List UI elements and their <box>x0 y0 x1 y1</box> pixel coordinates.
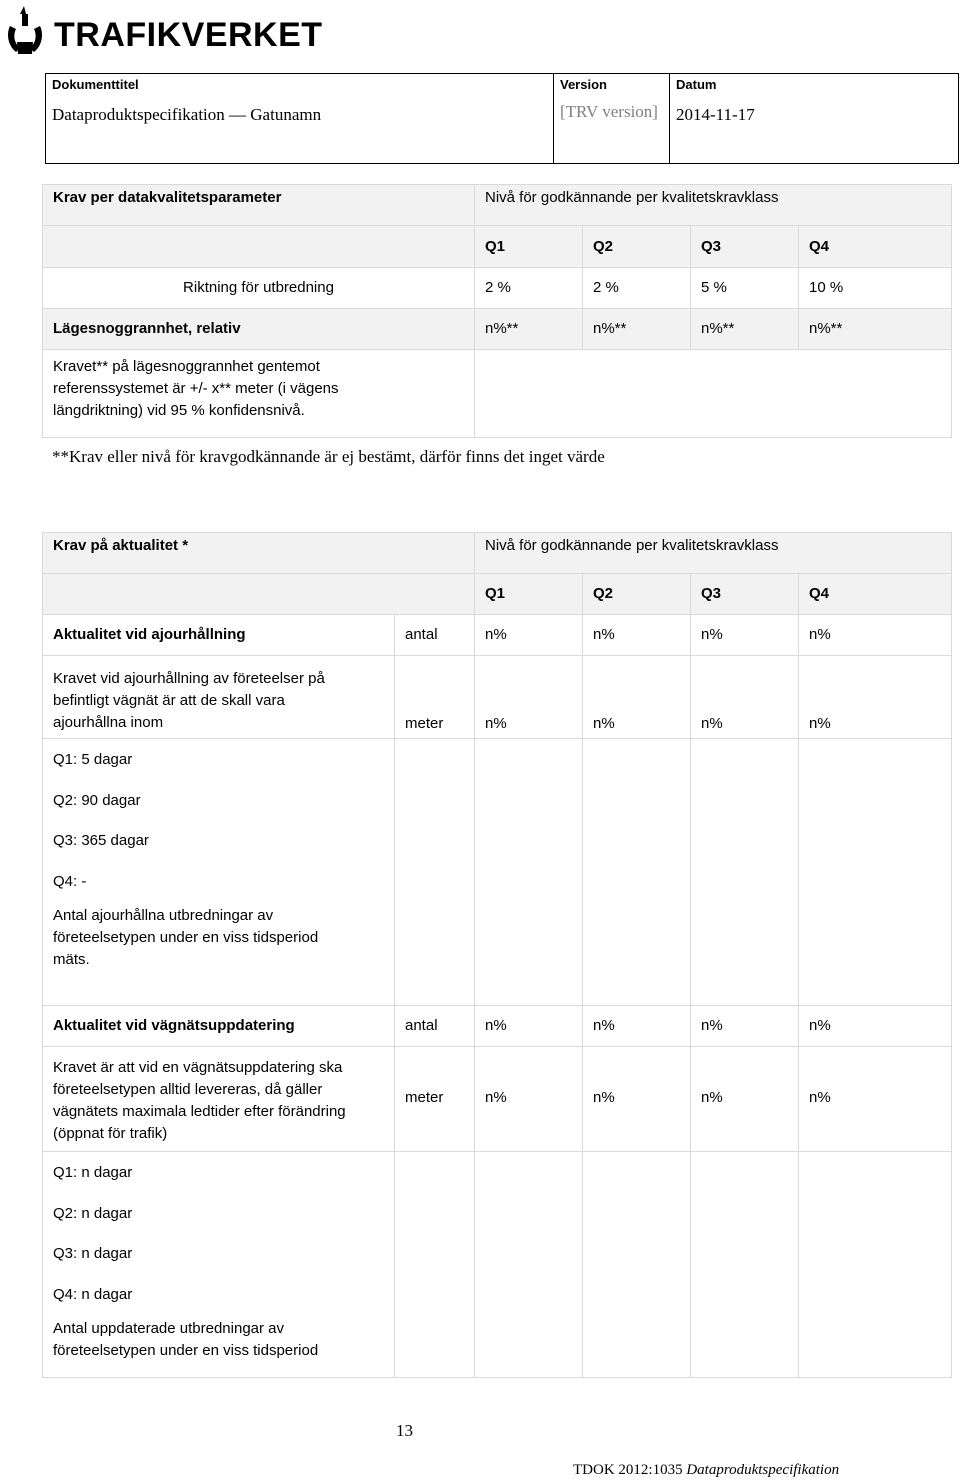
sec1-meter-label: meter <box>395 656 475 739</box>
footer-code: TDOK 2012:1035 <box>573 1462 683 1478</box>
date-value: 2014-11-17 <box>676 105 755 124</box>
sec1-antal-label: antal <box>395 615 475 656</box>
row-lagesnoggrannhet-label: Lägesnoggrannhet, relativ <box>43 309 475 350</box>
sec1-antal-q3: n% <box>691 615 799 656</box>
sec2-empty <box>475 1152 583 1378</box>
version-label: Version <box>560 77 607 92</box>
description-line: (öppnat för trafik) <box>53 1125 168 1142</box>
table2-q4-header: Q4 <box>799 574 952 615</box>
row-riktning-q3: 5 % <box>691 268 799 309</box>
table2-q3-header: Q3 <box>691 574 799 615</box>
sec1-q1-deadline: Q1: 5 dagar <box>53 751 133 768</box>
doc-title-label: Dokumenttitel <box>52 77 139 92</box>
document-header <box>45 73 959 164</box>
table1-q4-header: Q4 <box>799 226 952 268</box>
sec2-q1-deadline: Q1: n dagar <box>53 1164 133 1181</box>
sec2-antal-q3: n% <box>691 1006 799 1047</box>
description-line: mäts. <box>53 951 90 968</box>
sec2-details <box>43 1152 395 1378</box>
description-line: företeelsetypen alltid levereras, då gäller <box>53 1081 323 1098</box>
sec1-measurement-note <box>53 905 384 971</box>
description-line: Antal uppdaterade utbredningar av <box>53 1320 285 1337</box>
table1-q3-header: Q3 <box>691 226 799 268</box>
sec1-meter-q1: n% <box>475 656 583 739</box>
table1-heading: Krav per datakvalitetsparameter <box>43 185 475 226</box>
sec2-q3-deadline: Q3: n dagar <box>53 1245 133 1262</box>
description-line: Kravet** på lägesnoggrannhet gentemot <box>53 358 320 375</box>
sec1-antal-q2: n% <box>583 615 691 656</box>
version-cell <box>554 74 670 164</box>
table2-level-heading: Nivå för godkännande per kvalitetskravklass <box>475 533 952 574</box>
row-lagesnoggrannhet-q4: n%** <box>799 309 952 350</box>
sec2-measurement-note <box>53 1318 384 1362</box>
row-lagesnoggrannhet-description <box>43 350 475 438</box>
sec1-meter-q4: n% <box>799 656 952 739</box>
table1-blank <box>43 226 475 268</box>
sec1-empty <box>395 739 475 1006</box>
sec1-title: Aktualitet vid ajourhållning <box>43 615 395 656</box>
description-line: företeelsetypen under en viss tidsperiod <box>53 1342 319 1359</box>
sec1-description <box>43 656 395 739</box>
table2-q2-header: Q2 <box>583 574 691 615</box>
description-line: befintligt vägnät är att de skall vara <box>53 692 285 709</box>
sec2-antal-q4: n% <box>799 1006 952 1047</box>
sec1-antal-q4: n% <box>799 615 952 656</box>
version-value: [TRV version] <box>560 102 658 121</box>
trafikverket-emblem-icon <box>2 2 48 60</box>
sec1-empty <box>475 739 583 1006</box>
row-lagesnoggrannhet-q2: n%** <box>583 309 691 350</box>
description-line: Antal ajourhållna utbredningar av <box>53 907 274 924</box>
description-line: längdriktning) vid 95 % konfidensnivå. <box>53 402 305 419</box>
table2-blank <box>43 574 475 615</box>
sec2-empty <box>691 1152 799 1378</box>
sec1-empty <box>799 739 952 1006</box>
description-line: ajourhållna inom <box>53 714 164 731</box>
sec2-antal-label: antal <box>395 1006 475 1047</box>
doc-title: Dataproduktspecifikation — Gatunamn <box>52 105 322 124</box>
sec1-empty <box>691 739 799 1006</box>
sec2-empty <box>395 1152 475 1378</box>
page-number: 13 <box>396 1421 413 1440</box>
timeliness-requirements-table <box>42 532 952 1378</box>
sec2-antal-q2: n% <box>583 1006 691 1047</box>
row-riktning-q2: 2 % <box>583 268 691 309</box>
sec1-meter-q3: n% <box>691 656 799 739</box>
sec2-meter-q1: n% <box>475 1047 583 1152</box>
sec2-empty <box>799 1152 952 1378</box>
row-riktning-q4: 10 % <box>799 268 952 309</box>
date-label: Datum <box>676 77 717 92</box>
description-line: Kravet vid ajourhållning av företeelser på <box>53 670 325 687</box>
doc-title-cell <box>46 74 554 164</box>
row-riktning-q1: 2 % <box>475 268 583 309</box>
sec2-meter-q2: n% <box>583 1047 691 1152</box>
sec1-empty <box>583 739 691 1006</box>
description-line: vägnätets maximala ledtider efter förändring <box>53 1103 346 1120</box>
table1-q1-header: Q1 <box>475 226 583 268</box>
sec2-q4-deadline: Q4: n dagar <box>53 1286 133 1303</box>
logo-wordmark: TRAFIKVERKET <box>54 16 323 54</box>
date-cell <box>670 74 959 164</box>
quality-requirements-table <box>42 184 952 438</box>
table1-level-heading: Nivå för godkännande per kvalitetskravklass <box>475 185 952 226</box>
sec1-antal-q1: n% <box>475 615 583 656</box>
sec1-q3-deadline: Q3: 365 dagar <box>53 832 149 849</box>
sec1-details <box>43 739 395 1006</box>
row-riktning-label: Riktning för utbredning <box>43 268 475 309</box>
sec2-meter-q4: n% <box>799 1047 952 1152</box>
sec1-q2-deadline: Q2: 90 dagar <box>53 792 141 809</box>
description-line: referenssystemet är +/- x** meter (i vägens <box>53 380 339 397</box>
document-footer <box>573 1462 839 1479</box>
sec2-meter-q3: n% <box>691 1047 799 1152</box>
sec1-q4-deadline: Q4: - <box>53 873 87 890</box>
footer-title: Dataproduktspecifikation <box>686 1462 840 1478</box>
row-description-values <box>475 350 952 438</box>
sec2-empty <box>583 1152 691 1378</box>
table2-q1-header: Q1 <box>475 574 583 615</box>
row-lagesnoggrannhet-q1: n%** <box>475 309 583 350</box>
sec2-meter-label: meter <box>395 1047 475 1152</box>
sec1-meter-q2: n% <box>583 656 691 739</box>
sec2-q2-deadline: Q2: n dagar <box>53 1205 133 1222</box>
requirement-note: **Krav eller nivå för kravgodkännande är ej bestämt, därför finns det inget värde <box>52 447 605 466</box>
trafikverket-logo <box>2 2 323 60</box>
table2-heading: Krav på aktualitet * <box>43 533 475 574</box>
row-lagesnoggrannhet-q3: n%** <box>691 309 799 350</box>
sec2-antal-q1: n% <box>475 1006 583 1047</box>
sec2-description <box>43 1047 395 1152</box>
table1-q2-header: Q2 <box>583 226 691 268</box>
sec2-title: Aktualitet vid vägnätsuppdatering <box>43 1006 395 1047</box>
description-line: Kravet är att vid en vägnätsuppdatering ska <box>53 1059 343 1076</box>
description-line: företeelsetypen under en viss tidsperiod <box>53 929 319 946</box>
